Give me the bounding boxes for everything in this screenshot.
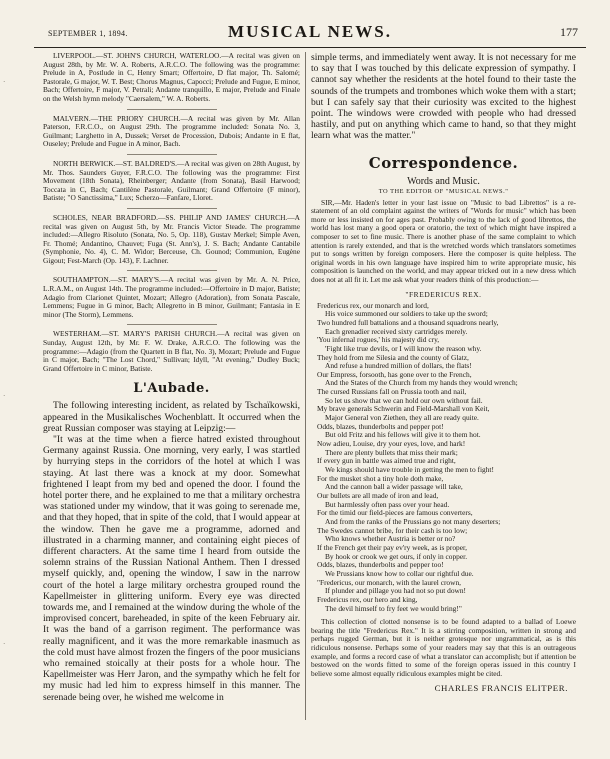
entry-separator — [127, 208, 217, 209]
poem-line: If plunder and pillage you had not so put down! — [325, 586, 467, 596]
header-rule — [34, 47, 586, 48]
margin-mark: · — [3, 640, 6, 648]
poem-line: But old Fritz and his fellows will give it to them hot. — [325, 430, 481, 440]
poem-line: And refuse a hundred million of dollars, the flats! — [325, 361, 472, 371]
aubade-story: "It was at the time when a fierce hatred existed throughout Germany against Russia. One morning, very early, I was startled by hurrying steps in the corridors of the hotel at which I was staying. At last there was a knock at my door. Somewhat frightened I leapt from my bed and opened the door. I found the hotel porter there, and he explained to me that a military orchestra was stationed under my window, that it was going to serenade me, and that they hoped, that in spite of the cold, that I would appear at the window. Then he gave me a programme, adorned and illustrated in a charming manner, and containing eight pieces of different characters. At the same time I heard from outside the solemn strains of the Russian National Anthem. Then I dressed myself quickly, and, opening the window, I saw in the narrow court of the hotel a large military orchestra grouped round the Kapellmeister in glittering uniform. Every eye was directed towards me, and I remained at the window during the whole of the improvised concert, bareheaded, in spite of the keen February air. It was the band of a garrison regiment. The performance was really magnificent, and it was the more remarkable inasmuch as the cold must have almost frozen the fingers of the poor musicians who remained stoically at their posts for a whole hour. The Kapellmeister was Herr Jaron, and the sympathy which he felt for my music had led him to express himself in this manner. The serenade being over, he wished me welcome in — [43, 434, 300, 703]
poem-line: Two hundred full battalions and a thousand squadrons nearly, — [317, 317, 499, 327]
entry-separator — [127, 154, 217, 155]
letter-title: Words and Music. — [407, 175, 480, 187]
poem-line: So let us show that we can hold our own without fail. — [325, 395, 483, 405]
page-number: 177 — [560, 25, 578, 39]
poem-line: We kings should have trouble in getting the men to fight! — [325, 465, 494, 475]
letter-addressee: TO THE EDITOR OF "MUSICAL NEWS." — [378, 187, 509, 195]
poem-line: We Prussians know how to collar our rightful due. — [325, 568, 474, 578]
entry-separator — [127, 270, 217, 271]
closing-paragraph: This collection of clotted nonsense is to be found adapted to a ballad of Loewe bearing the title "Fredericus Rex." It is a stirring composition, written in strong and perhaps rugged German, but it is neither grotesque nor ungrammatical, as is this ridiculous nonsense. Perhaps some of your readers may say that this is an outrageous example, and forms a record case of what a translator can accomplish; but if attention be bestowed on the words fitted to some of the foreign operas issued in this country I believe some almost equally ridiculous examples might be cited. — [311, 617, 576, 678]
poem-line: And from the ranks of the Prussians go not many deserters; — [325, 516, 501, 526]
poem-line: They hold from me Silesia and the county of Glatz, — [317, 352, 469, 362]
recital-entry-liverpool: LIVERPOOL.—ST. JOHN'S CHURCH, WATERLOO.—A recital was given on August 28th, by Mr. W. A. Roberts, A.R.C.O. The following was the programme: Prelude in A, Postlude in C, Henry Smart; Offertoire, D flat major, Th. Salomé; Pastorale, G major, W. T. Best; Chorus Magnus, Capocci; Prelude and Fugue, E minor, Bach; Offertoire, F major, V. Petrali; Andante tranquillo, E major, Prelude and Finale on the Welsh hymn melody "Caersalem," W. A. Roberts. — [43, 51, 300, 103]
margin-mark: · — [3, 78, 6, 86]
poem — [311, 302, 576, 614]
aubade-continuation: simple terms, and immediately went away. It is not necessary for me to say that I was touched by this delicate expression of sympathy. I cannot say whether the residents at the hotel found to their taste the sounds of the trumpets and trombones which woke them with a start; but I can safely say that their curiosity was excited to the highest point. The windows were crowded with people who had dressed hastily, and put on anything which came to hand, so that they might learn what was the matter." — [311, 52, 576, 142]
poem-line: Our bullets are all made of iron and lead, — [317, 491, 439, 500]
poem-line: But harmlessly often pass over your head. — [325, 499, 450, 509]
poem-line: 'Fight like true devils, or I will know the reason why. — [325, 343, 482, 353]
poem-line: There are plenty bullets that miss their mark; — [325, 447, 458, 457]
poem-line: Fredericus rex, our monarch and lord, — [317, 300, 429, 310]
poem-line: Our Empress, forsooth, has gone over to the French, — [317, 369, 472, 379]
poem-line: Odds, blazes, thunderbolts and pepper pot! — [317, 421, 444, 431]
poem-line: My brave generals Schwerin and Field-Marshall von Keit, — [317, 404, 490, 414]
poem-line: Now adieu, Louise, dry your eyes, love, and hark! — [317, 439, 466, 449]
correspondence-heading: Correspondence. — [368, 153, 519, 172]
poem-line: Odds, blazes, thunderbolts and pepper too! — [317, 560, 444, 570]
poem-line: Major General von Ziethen, they all are ready quite. — [325, 413, 479, 423]
issue-date: SEPTEMBER 1, 1894. — [48, 29, 128, 38]
recital-entry-westerham: WESTERHAM.—ST. MARY'S PARISH CHURCH.—A recital was given on Sunday, August 12th, by Mr. F. W. Drake, A.R.C.O. The following was the programme:—Adagio (from the Quartett in B flat, No. 3), Mozart; Prelude and Fugue in C major, Bach; "The Lost Chord," Sullivan; Idyll, "At evening," Dudley Buck; Grand Offertoire in C minor, Batiste. — [43, 329, 300, 373]
poem-line: For the timid our field-pieces are famous converters, — [317, 508, 473, 518]
poem-line: By hook or crook we get ours, if only in copper. — [325, 551, 468, 561]
poem-line: 'You infernal rogues,' his majesty did cry, — [317, 335, 440, 345]
recital-entry-malvern: MALVERN.—THE PRIORY CHURCH.—A recital was given by Mr. Allan Paterson, F.R.C.O., on August 29th. The programme included: Sonata No. 3, Guilmant; Larghetto in A, Dussek; Verset de Procession, Dubois; Andante in E flat, Ouseley; Prelude and Fugue in A minor, Bach. — [43, 113, 300, 149]
recital-entry-southampton: SOUTHAMPTON.—ST. MARY'S.—A recital was given by Mr. A. N. Price, L.R.A.M., on August 14th. The programme included:—Offertoire in D major, Batiste; Adagio from Clarionet Quintet, Mozart; Allegro (Adoration), from Sonata Pascale, Lemmens; Fugue in G minor, Bach; Allegretto in B minor, Guilmant; Fantasia in E minor (The Storm), Lemmens. — [43, 275, 300, 319]
poem-line: Fredericus rex, our hero and king, — [317, 594, 418, 604]
recital-entry-scholes: SCHOLES, NEAR BRADFORD.—SS. PHILIP AND JAMES' CHURCH.—A recital was given on August 5th, by Mr. Francis Victor Steade. The programme included:—Allegro Risoluto (Sonata, No. 5, Op. 118), Gustav Merkel; Simple Aven, Fr. Thomé; Andantino, Chauvet; Fuga (St. Ann's), J. S. Bach; Andante Cantabile (Symphonie, No. 4), C. M. Widor; Berceuse, Ch. Gounod; Communion, Eugène Gigout; Fest-March (Op. 143), F. Lachner. — [43, 212, 300, 265]
page-header — [34, 22, 586, 44]
letter-body: SIR,—Mr. Haden's letter in your last issue on "Music to bad Librettos" is a re-statement of an old complaint against the writers of "Words for music" which has been more or less insisted on for ages past. Probably owing to the lack of good librettos, the world has lost many a good opera or oratorio, the text of which might have inspired a composer to set to fine music. There is another phase of the same complaint to which attention is rarely extended, and that is the wretched words which translators sometimes put to songs written by foreign composers. Here the composer is quite helpless. The original words in his own language have inspired him to write appropriate music, his composition is launched on the world, and may appear tricked out in a new dress which does not at all fit it. Let me ask what your readers think of this production:— — [311, 197, 576, 284]
margin-mark: · — [3, 392, 6, 400]
poem-line: "Fredericus, our monarch, with the laurel crown, — [317, 577, 462, 587]
poem-line: The Swedes cannot bribe, for their cash is too low; — [317, 525, 468, 535]
poem-line: Each grenadier received sixty cartridges merely. — [325, 326, 468, 336]
poem-title: "FREDERICUS REX. — [405, 289, 482, 299]
signature: CHARLES FRANCIS ELITPER. — [434, 683, 568, 694]
entry-separator — [127, 109, 217, 110]
poem-line: If the French get their pay ev'ry week, as is proper, — [317, 542, 468, 552]
left-column — [43, 52, 300, 703]
poem-line: The devil himself to fry feet we would bring!" — [325, 603, 462, 613]
right-column — [311, 52, 576, 693]
recital-entry-north-berwick: NORTH BERWICK.—ST. BALDRED'S.—A recital was given on 28th August, by Mr. Thos. Saunders Guyer, F.R.C.O. The following was the programme: First Movement (18th Sonata), Rheinberger; Andante (from Sonata), Basil Harwood; Toccata in C, Bach; Cantilène Pastorale, Guilmant; Grand Offertoire (F minor), Batiste; "O Sanctissima," Lux; Scherzo—Fanfare, Lloret. — [43, 158, 300, 203]
poem-line: His voice summoned our soldiers to take up the sword; — [325, 309, 488, 319]
poem-line: If every gun in battle was aimed true and right, — [317, 456, 456, 466]
poem-line: The cursed Russians fall on Prussia tooth and nail, — [317, 387, 467, 397]
aubade-intro: The following interesting incident, as related by Tschaïkowski, appeared in the Musikalisches Wochenblatt. It occurred when the great Russian composer was staying at Leipzig:— — [43, 400, 300, 434]
entry-separator — [127, 324, 217, 325]
poem-line: And the cannon ball a wider passage will take, — [325, 482, 463, 492]
masthead-title: MUSICAL NEWS. — [228, 22, 392, 41]
aubade-heading: L'Aubade. — [133, 381, 210, 397]
column-divider — [305, 52, 306, 720]
poem-line: Who knows whether Austria is better or no? — [325, 534, 456, 544]
poem-line: For the musket shot a tiny hole doth make, — [317, 473, 444, 483]
poem-line: And the States of the Church from my hands they would wrench; — [325, 378, 518, 388]
